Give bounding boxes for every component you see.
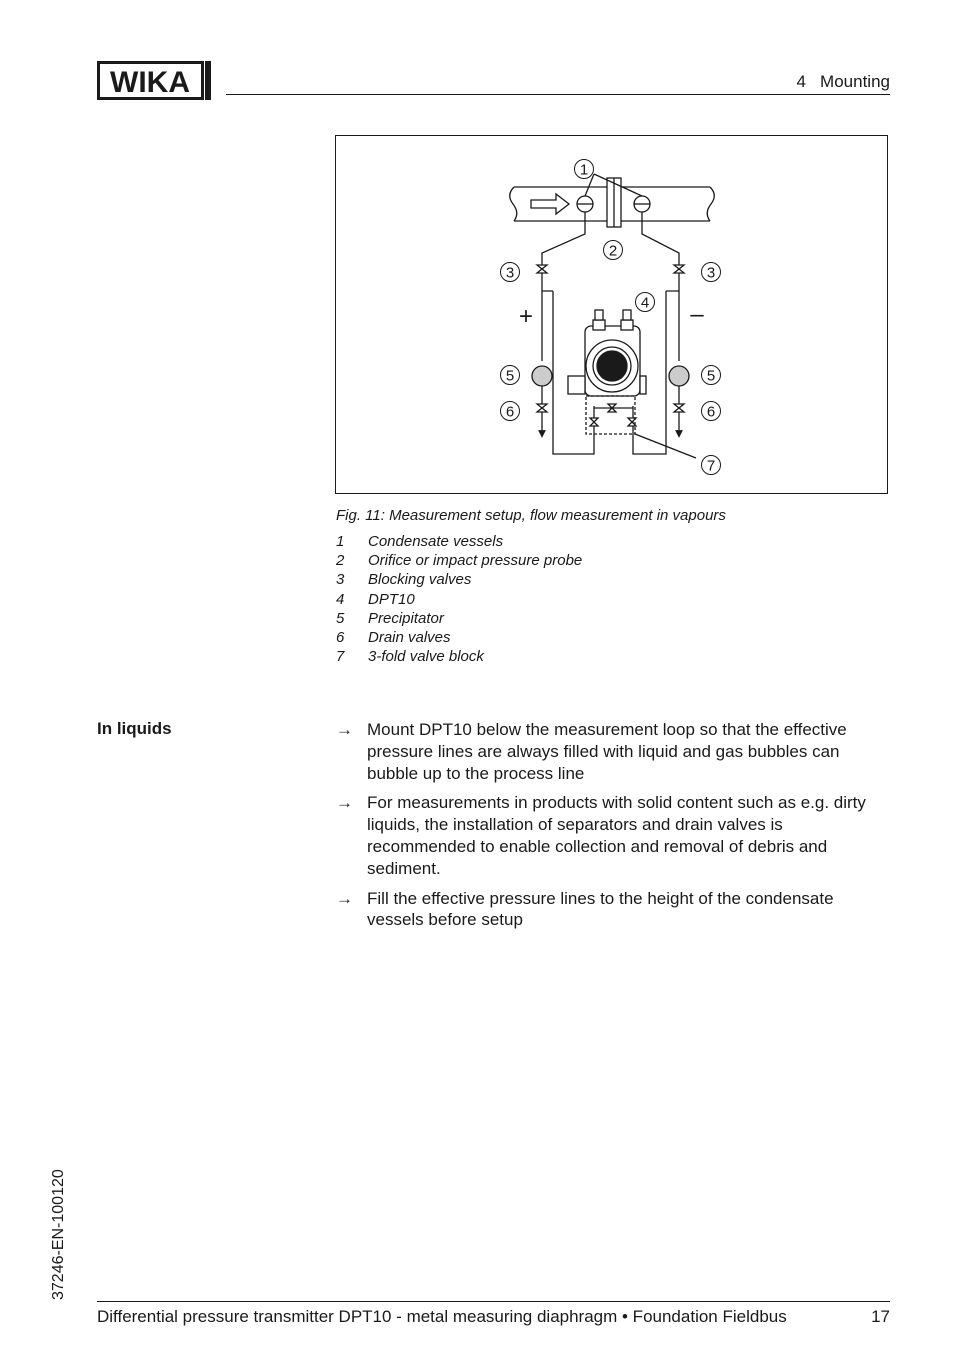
callout-4 bbox=[636, 293, 655, 312]
legend-number: 2 bbox=[336, 552, 345, 570]
callout-5-left bbox=[501, 366, 520, 385]
callout-5-right bbox=[702, 366, 721, 385]
legend-item bbox=[336, 532, 582, 551]
svg-text:6: 6 bbox=[706, 403, 716, 421]
svg-text:3: 3 bbox=[505, 264, 515, 282]
instruction-list bbox=[336, 719, 892, 939]
instruction-item bbox=[336, 888, 892, 932]
section-title: 4 Mounting bbox=[796, 72, 890, 91]
callout-3-left bbox=[501, 263, 520, 282]
legend-text: Precipitator bbox=[368, 609, 444, 627]
instruction-item bbox=[336, 792, 892, 879]
figure-caption: Fig. 11: Measurement setup, flow measurement in vapours bbox=[336, 507, 726, 524]
legend-number: 7 bbox=[336, 648, 345, 666]
legend-item bbox=[336, 628, 582, 647]
instruction-item bbox=[336, 719, 892, 784]
legend-text: Condensate vessels bbox=[368, 533, 504, 550]
instruction-text: Mount DPT10 below the measurement loop so that the effective pressure lines are always filled with liquid and gas bubbles can bubble up to the process line bbox=[367, 720, 847, 783]
legend-text: Orifice or impact pressure probe bbox=[368, 552, 583, 570]
legend-text: Blocking valves bbox=[368, 571, 472, 589]
callout-7 bbox=[702, 456, 721, 475]
plus-label: + bbox=[518, 303, 534, 330]
legend-number: 6 bbox=[336, 628, 345, 646]
minus-label: – bbox=[690, 301, 704, 328]
instruction-text: Fill the effective pressure lines to the height of the condensate vessels before setup bbox=[367, 888, 834, 930]
arrow-icon: → bbox=[336, 888, 353, 908]
svg-text:1: 1 bbox=[579, 161, 589, 179]
wika-logo bbox=[97, 61, 211, 100]
callout-6-right bbox=[702, 402, 721, 421]
legend-item bbox=[336, 570, 582, 589]
arrow-icon: → bbox=[336, 793, 353, 813]
callout-3-right bbox=[702, 263, 721, 282]
legend-number: 1 bbox=[336, 533, 345, 550]
page-number: 17 bbox=[871, 1307, 890, 1326]
section-heading: In liquids bbox=[97, 719, 172, 738]
legend-number: 4 bbox=[336, 590, 345, 608]
legend-item bbox=[336, 590, 582, 609]
legend-text: 3-fold valve block bbox=[368, 648, 484, 666]
legend-item bbox=[336, 551, 582, 570]
footer-title: Differential pressure transmitter DPT10 - metal measuring diaphragm • Foundation Fieldbus bbox=[97, 1307, 787, 1326]
footer-rule bbox=[97, 1301, 890, 1302]
svg-text:2: 2 bbox=[608, 242, 618, 260]
svg-text:5: 5 bbox=[505, 367, 515, 385]
svg-text:WIKA: WIKA bbox=[110, 66, 190, 99]
document-number: 37246-EN-100120 bbox=[50, 1169, 67, 1300]
svg-text:4: 4 bbox=[640, 294, 650, 312]
svg-text:7: 7 bbox=[706, 457, 716, 475]
legend-text: Drain valves bbox=[368, 628, 451, 646]
header-rule bbox=[226, 94, 890, 95]
legend-item bbox=[336, 647, 582, 666]
legend-number: 3 bbox=[336, 571, 345, 589]
figure-diagram bbox=[335, 135, 888, 494]
svg-text:6: 6 bbox=[505, 403, 515, 421]
arrow-icon: → bbox=[336, 720, 353, 739]
callout-2 bbox=[604, 241, 623, 260]
instruction-text: For measurements in products with solid content such as e.g. dirty liquids, the installation of separators and drain valves is recommended to enable collection and removal of debris and sediment. bbox=[367, 793, 866, 878]
callout-1 bbox=[575, 160, 594, 179]
svg-text:5: 5 bbox=[706, 367, 716, 385]
legend-text: DPT10 bbox=[368, 590, 415, 608]
callout-6-left bbox=[501, 402, 520, 421]
svg-text:3: 3 bbox=[706, 264, 716, 282]
legend-number: 5 bbox=[336, 609, 345, 627]
figure-legend bbox=[336, 532, 582, 666]
legend-item bbox=[336, 609, 582, 628]
